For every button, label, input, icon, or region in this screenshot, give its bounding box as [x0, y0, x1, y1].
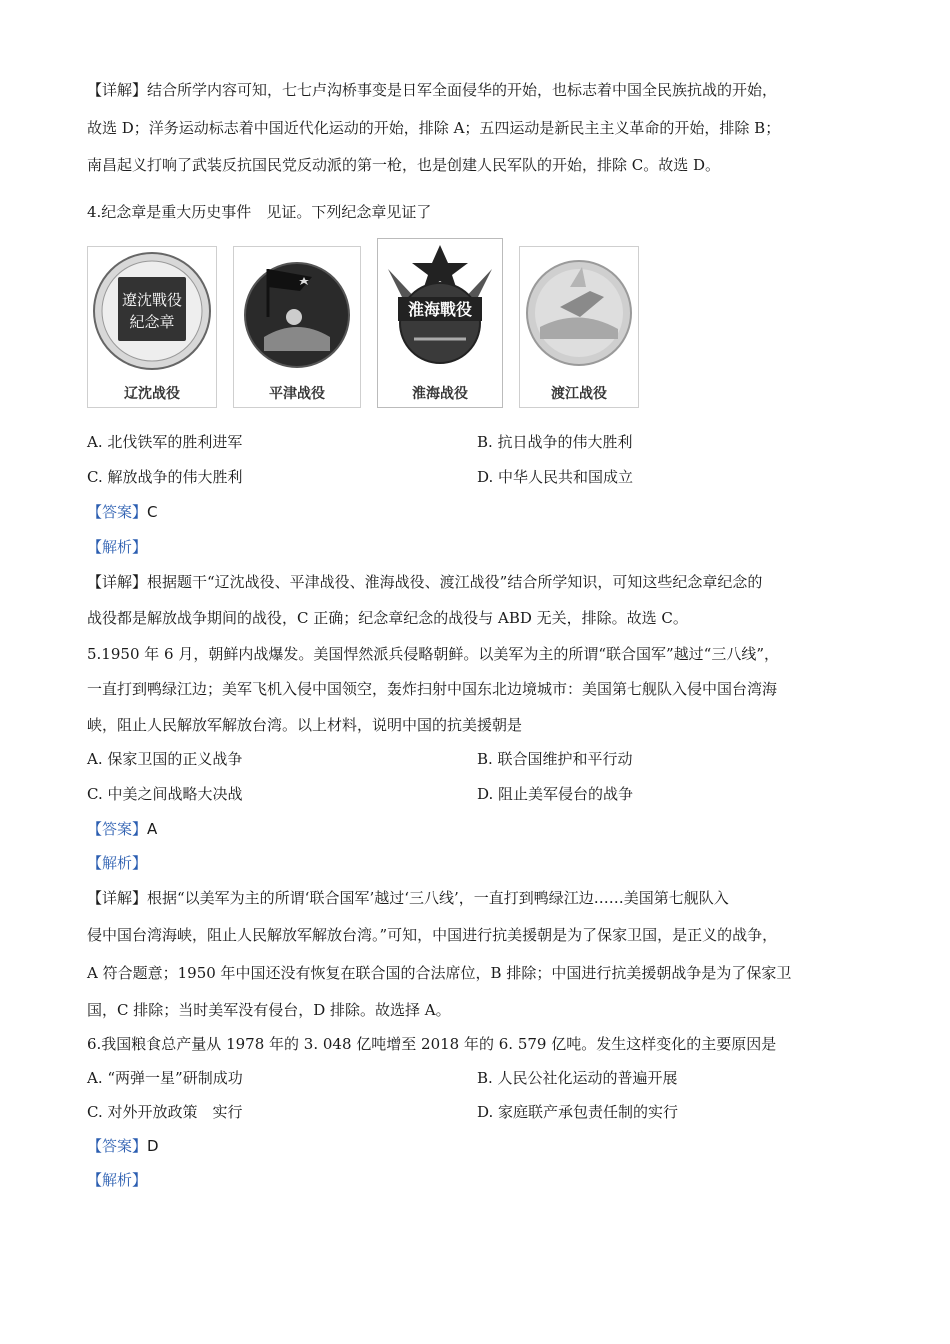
- q4-option-b[interactable]: B. 抗日战争的伟大胜利: [477, 433, 633, 451]
- q5-answer: A: [147, 820, 158, 838]
- q6-option-d[interactable]: D. 家庭联产承包责任制的实行: [477, 1103, 679, 1121]
- liaoshen-inscription-2: 紀念章: [129, 313, 175, 331]
- q5-option-b[interactable]: B. 联合国维护和平行动: [477, 750, 633, 768]
- q5-answer-line: [87, 819, 157, 839]
- medal-caption-huaihai: 淮海战役: [412, 386, 468, 402]
- q6-option-c[interactable]: C. 对外开放政策 实行: [87, 1103, 243, 1121]
- q6-option-a[interactable]: A. “两弹一星”研制成功: [87, 1069, 243, 1087]
- q5-answer-tag: 【答案】: [87, 820, 148, 838]
- q4-answer-tag: 【答案】: [87, 503, 148, 521]
- q6-answer-line: [87, 1136, 159, 1156]
- q3-detail-line-3: 南昌起义打响了武装反抗国民党反动派的第一枪，也是创建人民军队的开始，排除 C。故选 D。: [87, 156, 721, 174]
- medal-caption-dujiang: 渡江战役: [551, 386, 607, 402]
- q5-option-d[interactable]: D. 阻止美军侵台的战争: [477, 785, 634, 803]
- medal-liaoshen: [87, 246, 217, 408]
- q3-detail-line-2: 故选 D；洋务运动标志着中国近代化运动的开始，排除 A；五四运动是新民主主义革命的开始，排除 B；: [87, 119, 781, 137]
- q5-detail-line-2: 侵中国台湾海峡，阻止人民解放军解放台湾。”可知，中国进行抗美援朝是为了保家卫国，是正义的战争，: [87, 926, 778, 944]
- q4-analysis-tag: 【解析】: [87, 538, 148, 556]
- q5-detail-line-1: 【详解】根据“以美军为主的所谓‘联合国军’越过‘三八线’，一直打到鸭绿江边……美国第七舰队入: [87, 889, 729, 907]
- medal-pingjin: [233, 246, 361, 408]
- liaoshen-medal-icon: [88, 247, 216, 375]
- q5-stem-line-1: 5.1950 年 6 月，朝鲜内战爆发。美国悍然派兵侵略朝鲜。以美军为主的所谓“联合国军”越过“三八线”，: [87, 645, 780, 663]
- q4-stem: 4.纪念章是重大历史事件 见证。下列纪念章见证了: [87, 203, 432, 221]
- q6-stem: 6.我国粮食总产量从 1978 年的 3. 048 亿吨增至 2018 年的 6. 579 亿吨。发生这样变化的主要原因是: [87, 1035, 777, 1053]
- q6-analysis-tag: 【解析】: [87, 1171, 148, 1189]
- medal-caption-pingjin: 平津战役: [269, 386, 325, 402]
- q4-answer: C: [147, 503, 158, 521]
- q5-option-c[interactable]: C. 中美之间战略大决战: [87, 785, 243, 803]
- huaihai-inscription: 淮海戰役: [407, 300, 473, 319]
- q4-detail-line-2: 战役都是解放战争期间的战役，C 正确；纪念章纪念的战役与 ABD 无关，排除。故选 C。: [87, 609, 688, 627]
- q6-answer-tag: 【答案】: [87, 1137, 148, 1155]
- q3-detail-line-1: 【详解】结合所学内容可知，七七卢沟桥事变是日军全面侵华的开始，也标志着中国全民族抗战的开始，: [87, 81, 778, 99]
- q4-answer-line: [87, 502, 158, 522]
- medal-caption-liaoshen: 辽沈战役: [124, 386, 180, 402]
- q5-stem-line-2: 一直打到鸭绿江边；美军飞机入侵中国领空，轰炸扫射中国东北边境城市：美国第七舰队入侵中国台湾海: [87, 680, 778, 698]
- q4-detail-line-1: 【详解】根据题干“辽沈战役、平津战役、淮海战役、渡江战役”结合所学知识，可知这些纪念章纪念的: [87, 573, 763, 591]
- q5-analysis-tag: 【解析】: [87, 854, 148, 872]
- medal-figure: [87, 246, 647, 411]
- liaoshen-inscription-1: 遼沈戰役: [121, 291, 183, 309]
- huaihai-medal-icon: [378, 239, 502, 375]
- q5-detail-line-4: 国，C 排除；当时美军没有侵台，D 排除。故选择 A。: [87, 1001, 451, 1019]
- q6-option-b[interactable]: B. 人民公社化运动的普遍开展: [477, 1069, 678, 1087]
- q4-option-c[interactable]: C. 解放战争的伟大胜利: [87, 468, 243, 486]
- medal-huaihai: [377, 238, 503, 408]
- q5-stem-line-3: 峡，阻止人民解放军解放台湾。以上材料，说明中国的抗美援朝是: [87, 716, 523, 734]
- q5-detail-line-3: A 符合题意；1950 年中国还没有恢复在联合国的合法席位，B 排除；中国进行抗美援朝战争是为了保家卫: [87, 964, 792, 982]
- q4-option-a[interactable]: A. 北伐铁军的胜利进军: [87, 433, 243, 451]
- q4-option-d[interactable]: D. 中华人民共和国成立: [477, 468, 634, 486]
- dujiang-medal-icon: [520, 247, 638, 375]
- medal-dujiang: [519, 246, 639, 408]
- pingjin-medal-icon: [234, 247, 360, 375]
- q6-answer: D: [147, 1137, 159, 1155]
- q5-option-a[interactable]: A. 保家卫国的正义战争: [87, 750, 243, 768]
